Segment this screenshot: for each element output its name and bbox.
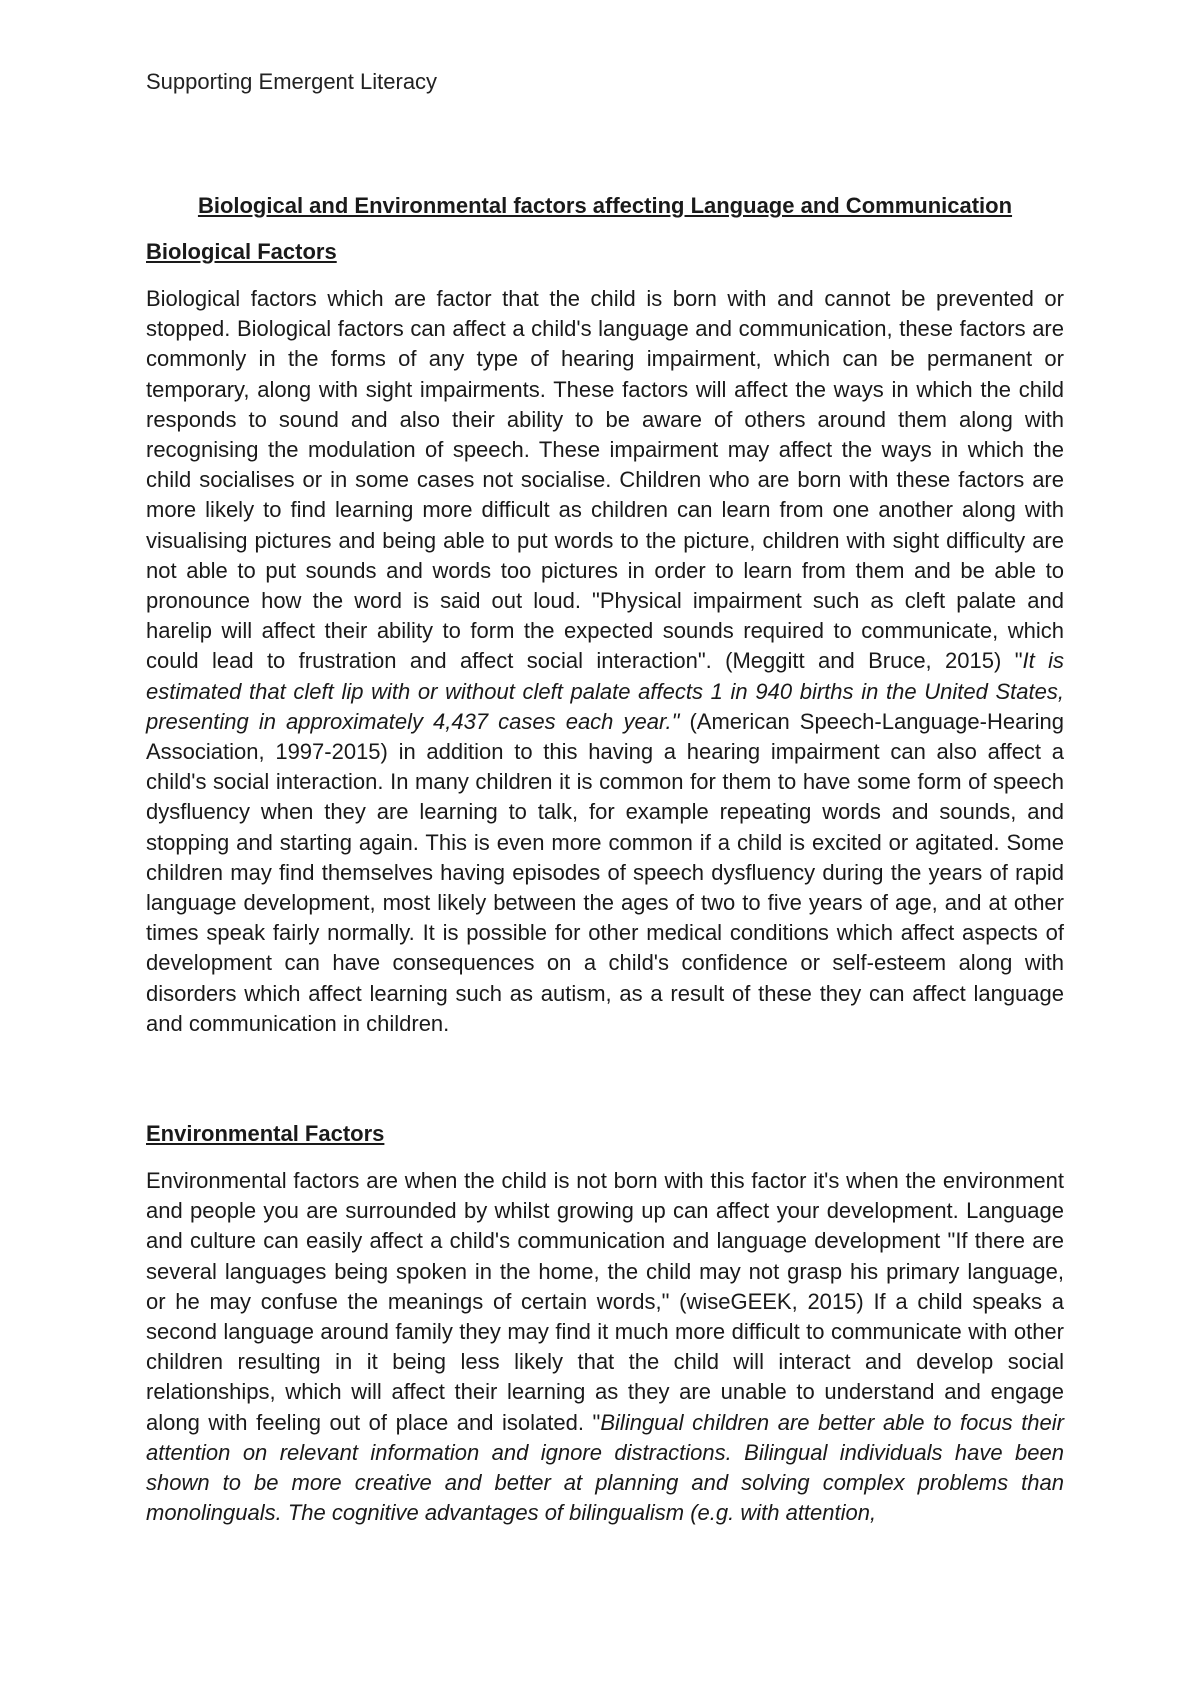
page-header: Supporting Emergent Literacy	[146, 69, 438, 94]
document-page	[146, 68, 1064, 1526]
italic-quote: It is estimated that cleft lip with or without cleft palate affects 1 in 940 births in the United States, presenting in approximately 4,437 cases each year."	[146, 648, 1064, 734]
paragraph-environmental	[146, 1166, 1064, 1528]
paragraph-text: (American Speech-Language-Hearing Association, 1997-2015) in addition to this having a hearing impairment can also affect a child's social interaction. In many children it is common for them to have some form of speech dysfluency when they are learning to talk, for example repeating words and sounds, and stopping and starting again. This is even more common if a child is excited or agitated. Some children may find themselves having episodes of speech dysfluency during the years of rapid language development, most likely between the ages of two to five years of age, and at other times speak fairly normally. It is possible for other medical conditions which affect aspects of development can have consequences on a child's confidence or self-esteem along with disorders which affect learning such as autism, as a result of these they can affect language and communication in children.	[146, 708, 1064, 1036]
paragraph-text: Environmental factors are when the child is not born with this factor it's when the environment and people you are surrounded by whilst growing up can affect your development. Language and culture can easily affect a child's communication and language development "If there are several languages being spoken in the home, the child may not grasp his primary language, or he may confuse the meanings of certain words," (wiseGEEK, 2015) If a child speaks a second language around family they may find it much more difficult to communicate with other children resulting in it being less likely that the child will interact and develop social relationships, which will affect their learning as they are unable to understand and engage along with feeling out of place and isolated. "	[146, 1168, 1064, 1435]
italic-quote: Bilingual children are better able to focus their attention on relevant information and ignore distractions. Bilingual individuals have been shown to be more creative and better at planning and solving complex problems than monolinguals. The cognitive advantages of bilingualism (e.g. with attention,	[146, 1409, 1064, 1526]
document-title: Biological and Environmental factors affecting Language and Communication	[197, 193, 1013, 218]
section-heading-biological: Biological Factors	[146, 239, 337, 264]
section-heading-environmental: Environmental Factors	[146, 1121, 385, 1146]
paragraph-biological	[146, 284, 1064, 1039]
paragraph-text: Biological factors which are factor that the child is born with and cannot be prevented or stopped. Biological factors can affect a child's language and communication, these factors are commonly in the forms of any type of hearing impairment, which can be permanent or temporary, along with sight impairments. These factors will affect the ways in which the child responds to sound and also their ability to be aware of others around them along with recognising the modulation of speech. These impairment may affect the ways in which the child socialises or in some cases not socialise. Children who are born with these factors are more likely to find learning more difficult as children can learn from one another along with visualising pictures and being able to put words to the picture, children with sight difficulty are not able to put sounds and words too pictures in order to learn from them and be able to pronounce how the word is said out loud. "Physical impairment such as cleft palate and harelip will affect their ability to form the expected sounds required to communicate, which could lead to frustration and affect social interaction". (Meggitt and Bruce, 2015) "	[146, 286, 1064, 674]
